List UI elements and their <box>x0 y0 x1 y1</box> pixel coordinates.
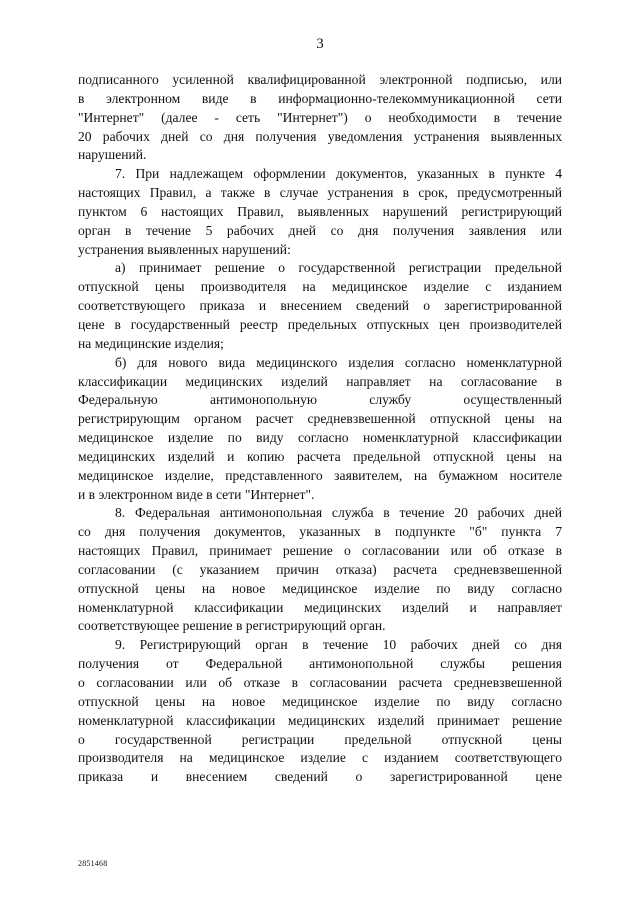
text-line: нарушений. <box>78 147 147 163</box>
text-line: устранения выявленных нарушений: <box>78 241 291 257</box>
text-line: номенклатурной классификации медицинских изделий принимает решение <box>78 712 562 728</box>
text-line: отпускной цены на новое медицинское изделие по виду согласно <box>78 693 562 709</box>
page-number: 3 <box>316 36 324 52</box>
text-line: получения от Федеральной антимонопольной службы решения <box>78 656 562 672</box>
text-line: 20 рабочих дней со дня получения уведомления устранения выявленных <box>78 128 562 144</box>
text-line: 8. Федеральная антимонопольная служба в течение 20 рабочих дней <box>115 505 562 521</box>
text-line: согласовании (с указанием причин отказа) расчета средневзвешенной <box>78 561 562 577</box>
text-line: регистрирующим органом расчет средневзвешенной отпускной цены на <box>78 411 562 427</box>
text-line: цене в государственный реестр предельных отпускных цен производителей <box>78 316 562 332</box>
text-line: пунктом 6 настоящих Правил, выявленных нарушений регистрирующий <box>78 203 562 219</box>
text-line: а) принимает решение о государственной регистрации предельной <box>115 260 562 276</box>
text-line: о государственной регистрации предельной отпускной цены <box>78 731 562 747</box>
text-line: о согласовании или об отказе в согласовании расчета средневзвешенной <box>78 675 562 690</box>
text-line: орган в течение 5 рабочих дней со дня получения заявления или <box>78 222 562 238</box>
document-body <box>78 71 562 787</box>
text-line: номенклатурной классификации медицинских изделий и направляет <box>78 599 562 615</box>
text-line: соответствующее решение в регистрирующий орган. <box>78 618 386 634</box>
text-line: соответствующего приказа и внесением сведений о зарегистрированной <box>78 298 562 314</box>
text-line: подписанного усиленной квалифицированной электронной подписью, или <box>78 72 562 87</box>
document-code: 2851468 <box>78 859 108 868</box>
text-line: отпускной цены на новое медицинское изделие по виду согласно <box>78 580 562 596</box>
text-line: классификации медицинских изделий направляет на согласование в <box>78 373 562 389</box>
text-line: настоящих Правил, принимает решение о согласовании или об отказе в <box>78 543 562 559</box>
text-line: в электронном виде в информационно-телекоммуникационной сети <box>78 90 562 106</box>
text-line: 7. При надлежащем оформлении документов, указанных в пункте 4 <box>115 166 562 182</box>
text-line: медицинских изделий и копию расчета предельной отпускной цены на <box>78 448 562 464</box>
text-line: со дня получения документов, указанных в подпункте "б" пункта 7 <box>78 524 562 540</box>
text-line: медицинское изделие по виду согласно номенклатурной классификации <box>78 430 562 446</box>
text-line: и в электронном виде в сети "Интернет". <box>78 486 315 502</box>
text-line: производителя на медицинское изделие с изданием соответствующего <box>78 750 562 766</box>
text-line: Федеральную антимонопольную службу осуществленный <box>78 392 562 408</box>
text-line: приказа и внесением сведений о зарегистрированной цене <box>78 769 562 785</box>
text-line: отпускной цены производителя на медицинское изделие с изданием <box>78 279 562 295</box>
text-line: медицинское изделие, представленного заявителем, на бумажном носителе <box>78 467 562 483</box>
text-line: настоящих Правил, а также в случае устранения в срок, предусмотренный <box>78 185 562 201</box>
text-line: б) для нового вида медицинского изделия согласно номенклатурной <box>115 354 562 370</box>
text-line: 9. Регистрирующий орган в течение 10 рабочих дней со дня <box>115 637 562 653</box>
text-line: на медицинские изделия; <box>78 335 224 351</box>
text-line: "Интернет" (далее - сеть "Интернет") о необходимости в течение <box>78 109 562 125</box>
